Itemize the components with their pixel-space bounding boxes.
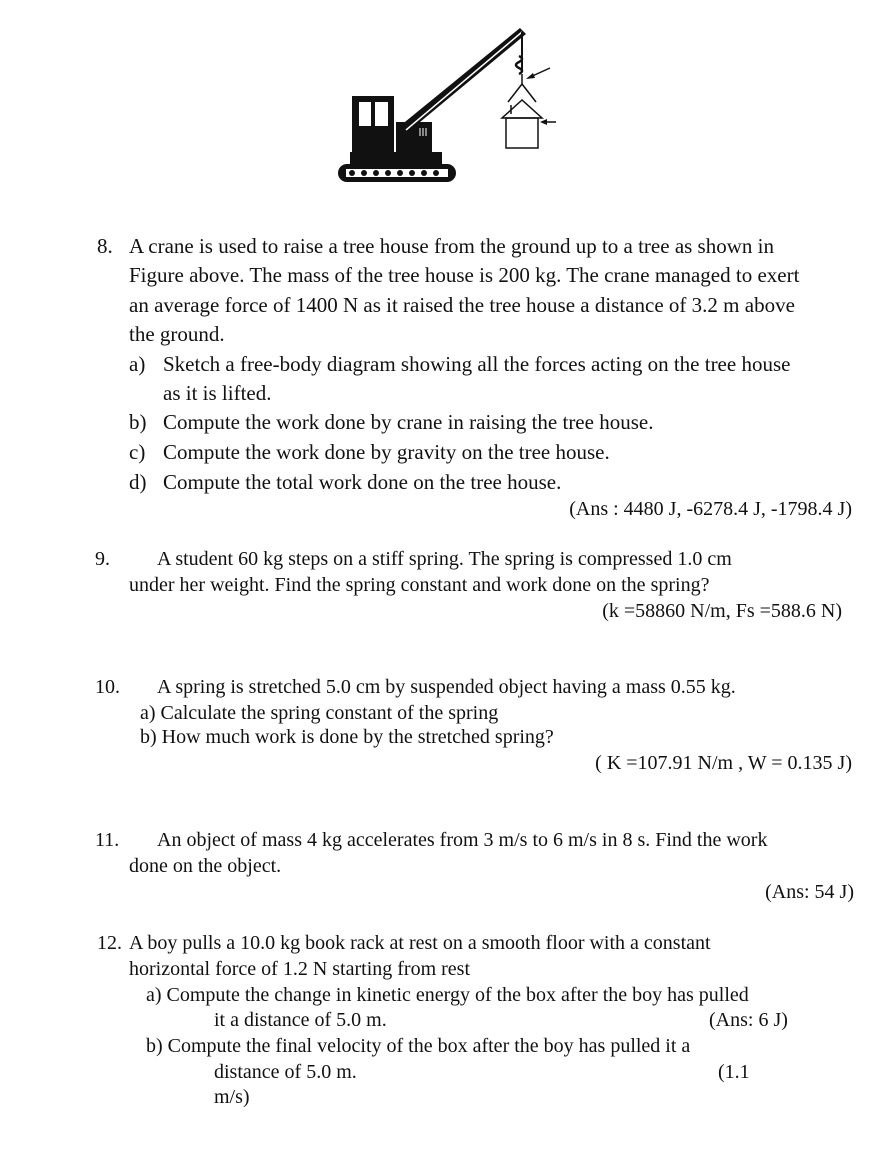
question-line: Figure above. The mass of the tree house is 200 kg. The crane managed to exert (129, 263, 800, 287)
part-label: b) (129, 410, 147, 434)
part-label: d) (129, 470, 147, 494)
answer: (Ans: 6 J) (709, 1009, 788, 1031)
part-line: Compute the work done by gravity on the tree house. (163, 440, 610, 464)
question-number: 12. (97, 932, 122, 954)
question-line: the ground. (129, 322, 225, 346)
answer: (k =58860 N/m, Fs =588.6 N) (602, 600, 842, 622)
question-number: 11. (95, 829, 120, 851)
answer: (Ans : 4480 J, -6278.4 J, -1798.4 J) (569, 498, 852, 520)
question-line: under her weight. Find the spring constant and work done on the spring? (129, 574, 710, 596)
part-line: b) Compute the final velocity of the box after the boy has pulled it a (146, 1035, 691, 1057)
question-line: an average force of 1400 N as it raised the tree house a distance of 3.2 m above (129, 293, 795, 317)
arrow-icon (540, 119, 556, 125)
question-line: horizontal force of 1.2 N starting from rest (129, 958, 471, 980)
arrow-icon (526, 68, 550, 79)
part-line: b) How much work is done by the stretched spring? (140, 726, 554, 748)
crane-tree-house-figure (330, 18, 630, 193)
question-number: 10. (95, 676, 120, 698)
question-line: done on the object. (129, 855, 282, 877)
part-line: as it is lifted. (163, 381, 272, 405)
part-line: a) Calculate the spring constant of the spring (140, 702, 499, 724)
answer: (1.1 (718, 1061, 750, 1083)
answer: (Ans: 54 J) (765, 881, 854, 903)
crane-icon (338, 28, 526, 182)
question-line: A student 60 kg steps on a stiff spring. The spring is compressed 1.0 cm (157, 548, 732, 570)
answer: ( K =107.91 N/m , W = 0.135 J) (595, 752, 852, 774)
crane-boom (400, 28, 526, 132)
part-line: it a distance of 5.0 m. (214, 1009, 387, 1031)
part-line: Compute the total work done on the tree house. (163, 470, 562, 494)
part-line: Compute the work done by crane in raising the tree house. (163, 410, 654, 434)
part-line: Sketch a free-body diagram showing all the forces acting on the tree house (163, 352, 791, 376)
part-line: a) Compute the change in kinetic energy of the box after the boy has pulled (146, 984, 749, 1006)
question-line: A spring is stretched 5.0 cm by suspended object having a mass 0.55 kg. (157, 676, 736, 698)
question-line: A crane is used to raise a tree house from the ground up to a tree as shown in (129, 234, 774, 258)
part-line: distance of 5.0 m. (214, 1061, 357, 1083)
part-label: c) (129, 440, 146, 464)
tree-house-icon (502, 84, 542, 148)
answer: m/s) (214, 1086, 250, 1108)
question-number: 8. (97, 234, 113, 258)
part-label: a) (129, 352, 146, 376)
question-number: 9. (95, 548, 110, 570)
question-line: An object of mass 4 kg accelerates from 3 m/s to 6 m/s in 8 s. Find the work (157, 829, 768, 851)
question-line: A boy pulls a 10.0 kg book rack at rest on a smooth floor with a constant (129, 932, 711, 954)
